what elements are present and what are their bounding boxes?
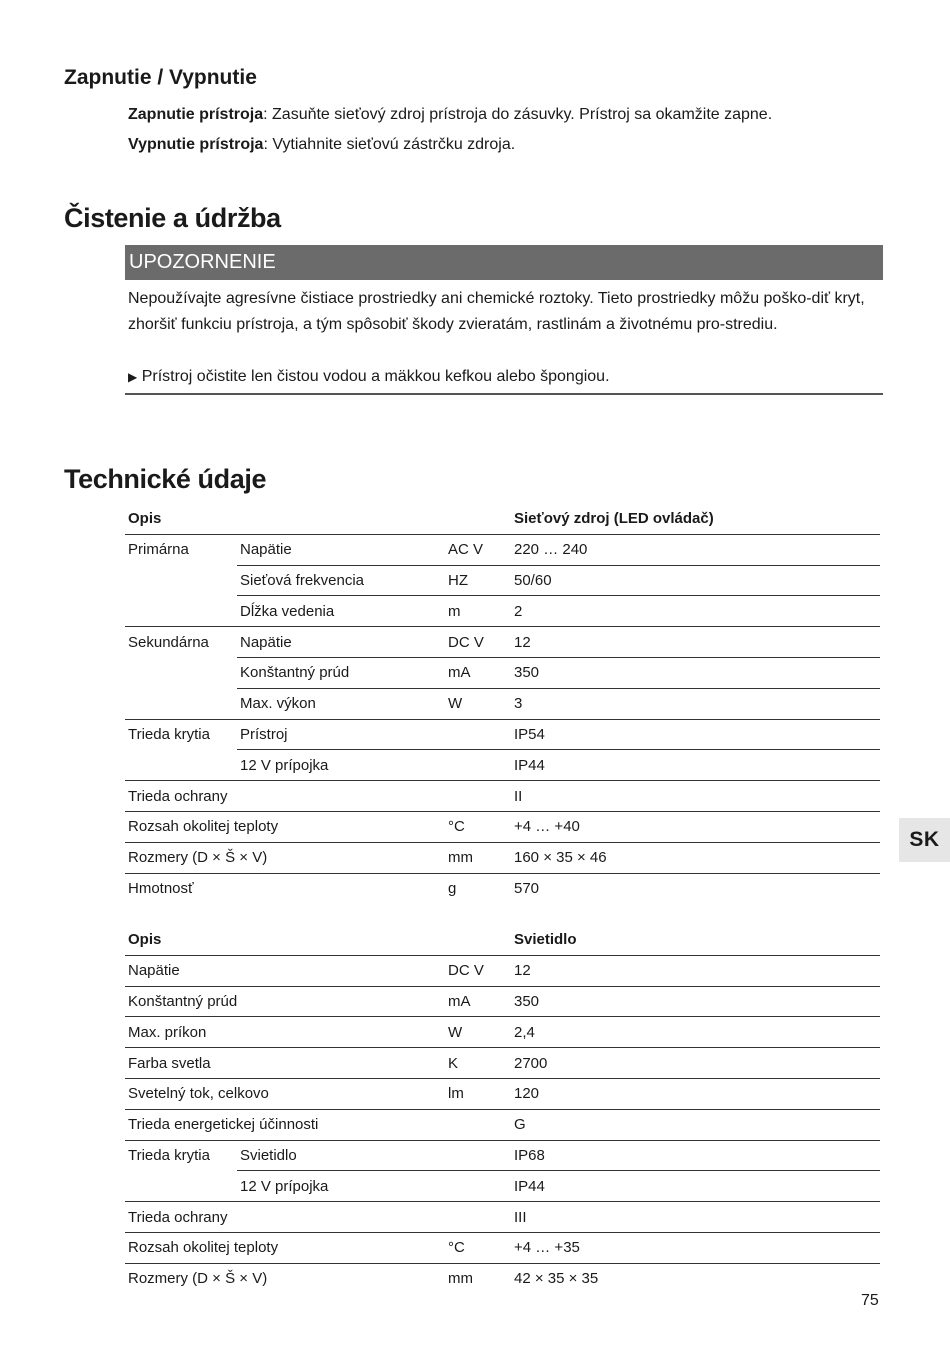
warning-title-bar: UPOZORNENIE	[125, 245, 883, 280]
row-unit	[445, 1171, 511, 1202]
row-label: Trieda ochrany	[125, 1202, 445, 1233]
row-unit: mm	[445, 842, 511, 873]
table-row	[125, 811, 880, 842]
row-label: Rozsah okolitej teploty	[125, 1232, 445, 1263]
row-group-label: Primárna	[128, 541, 189, 559]
row-value: IP54	[511, 719, 880, 750]
row-value: IP68	[511, 1140, 880, 1171]
row-value: II	[511, 781, 880, 812]
table-row	[125, 1078, 880, 1109]
triangle-right-icon: ▶	[128, 370, 138, 384]
row-group-label: Sekundárna	[125, 627, 237, 658]
row-value: IP44	[511, 750, 880, 781]
row-value: G	[511, 1109, 880, 1140]
row-unit: AC V	[448, 541, 484, 559]
row-unit: mA	[445, 657, 511, 688]
row-group-label: Trieda krytia	[125, 719, 237, 750]
warning-bottom-rule	[125, 393, 883, 395]
table-row	[125, 842, 880, 873]
column-header-description: Opis	[125, 925, 511, 955]
language-tab: SK	[899, 818, 950, 862]
row-label: Hmotnosť	[125, 873, 445, 903]
table-row	[125, 1202, 880, 1233]
row-value: 2,4	[511, 1017, 880, 1048]
table-row	[125, 750, 880, 781]
table-row	[125, 627, 880, 658]
row-unit: °C	[445, 1232, 511, 1263]
spec-table-luminaire	[125, 925, 880, 1294]
row-label: Farba svetla	[125, 1048, 445, 1079]
row-unit: lm	[445, 1078, 511, 1109]
power-on-paragraph	[128, 100, 772, 130]
table-row	[125, 1017, 880, 1048]
row-group-label	[125, 688, 237, 719]
row-value: 2700	[511, 1048, 880, 1079]
row-unit	[445, 719, 511, 750]
table-row	[125, 719, 880, 750]
row-parameter: Napätie	[240, 541, 292, 559]
row-unit: m	[445, 596, 511, 627]
row-unit: g	[445, 873, 511, 903]
row-parameter: 12 V prípojka	[237, 1171, 445, 1202]
power-on-label: Zapnutie prístroja	[128, 106, 264, 123]
row-label: Napätie	[128, 962, 180, 980]
row-unit: K	[445, 1048, 511, 1079]
table-row	[125, 955, 880, 986]
row-group-label	[125, 1171, 237, 1202]
row-label: Rozmery (D × Š × V)	[125, 842, 445, 873]
section-heading-tech: Technické údaje	[64, 464, 267, 494]
row-parameter: Sieťová frekvencia	[237, 565, 445, 596]
row-value: +4 … +35	[511, 1232, 880, 1263]
table-row	[125, 873, 880, 903]
row-value: 3	[511, 688, 880, 719]
table-row	[125, 596, 880, 627]
row-parameter: Dĺžka vedenia	[237, 596, 445, 627]
row-parameter: Napätie	[237, 627, 445, 658]
row-value: IP44	[511, 1171, 880, 1202]
table-row	[125, 781, 880, 812]
row-value: 12	[511, 627, 880, 658]
row-group-label	[125, 657, 237, 688]
power-off-text: : Vytiahnite sieťovú zástrčku zdroja.	[263, 136, 516, 153]
row-value: 220 … 240	[514, 541, 588, 559]
row-value: 2	[511, 596, 880, 627]
row-label: Rozsah okolitej teploty	[125, 811, 445, 842]
row-group-label: Trieda krytia	[125, 1140, 237, 1171]
row-parameter: 12 V prípojka	[237, 750, 445, 781]
row-unit: DC V	[448, 962, 484, 980]
row-value: 160 × 35 × 46	[511, 842, 880, 873]
power-off-paragraph	[128, 130, 515, 160]
row-value: 42 × 35 × 35	[511, 1263, 880, 1293]
section-heading-cleaning: Čistenie a údržba	[64, 203, 281, 233]
table-row	[125, 657, 880, 688]
row-unit	[445, 1140, 511, 1171]
table-row	[125, 1171, 880, 1202]
section-heading-onoff: Zapnutie / Vypnutie	[64, 66, 257, 89]
row-unit: mm	[445, 1263, 511, 1293]
warning-bullet-text: Prístroj očistite len čistou vodou a mäkkou kefkou alebo špongiou.	[141, 368, 610, 385]
row-unit	[445, 1202, 511, 1233]
row-unit: W	[445, 1017, 511, 1048]
row-unit: °C	[445, 811, 511, 842]
row-unit: W	[445, 688, 511, 719]
row-unit	[445, 750, 511, 781]
table-row	[125, 1263, 880, 1293]
table-row	[125, 1232, 880, 1263]
row-unit: HZ	[445, 565, 511, 596]
table-row	[125, 565, 880, 596]
row-label: Rozmery (D × Š × V)	[125, 1263, 445, 1293]
spec-table-power-supply	[125, 504, 880, 903]
warning-bullet	[128, 364, 610, 390]
row-label: Trieda energetickej účinnosti	[125, 1109, 445, 1140]
row-value: III	[511, 1202, 880, 1233]
page-number: 75	[861, 1292, 879, 1309]
row-value: 12	[514, 962, 531, 980]
column-header-value: Svietidlo	[511, 925, 880, 955]
table-row	[125, 1109, 880, 1140]
power-off-label: Vypnutie prístroja	[128, 136, 264, 153]
row-value: 570	[511, 873, 880, 903]
row-value: +4 … +40	[511, 811, 880, 842]
table-header-row	[125, 925, 880, 955]
row-value: 120	[511, 1078, 880, 1109]
column-header-value: Sieťový zdroj (LED ovládač)	[511, 504, 880, 534]
row-unit: mA	[445, 986, 511, 1017]
row-label: Max. príkon	[125, 1017, 445, 1048]
row-label: Konštantný prúd	[125, 986, 445, 1017]
table-row	[125, 534, 880, 565]
row-label: Trieda ochrany	[125, 781, 445, 812]
row-group-label	[125, 565, 237, 596]
column-header-description: Opis	[125, 504, 511, 534]
row-unit	[445, 1109, 511, 1140]
power-on-text: : Zasuňte sieťový zdroj prístroja do zásuvky. Prístroj sa okamžite zapne.	[263, 106, 773, 123]
warning-text: Nepoužívajte agresívne čistiace prostriedky ani chemické roztoky. Tieto prostriedky môžu poško-diť kryt, zhoršiť funkciu prístroja, a tým spôsobiť škody zvieratám, rastlinám a životnému pro-strediu.	[128, 290, 865, 333]
row-unit: DC V	[445, 627, 511, 658]
row-parameter: Prístroj	[237, 719, 445, 750]
row-parameter: Svietidlo	[237, 1140, 445, 1171]
row-parameter: Max. výkon	[237, 688, 445, 719]
row-group-label	[125, 596, 237, 627]
row-unit	[445, 781, 511, 812]
row-value: 50/60	[511, 565, 880, 596]
row-parameter: Konštantný prúd	[237, 657, 445, 688]
row-group-label	[125, 750, 237, 781]
row-value: 350	[511, 657, 880, 688]
table-row	[125, 986, 880, 1017]
row-label: Svetelný tok, celkovo	[125, 1078, 445, 1109]
table-row	[125, 688, 880, 719]
table-row	[125, 1140, 880, 1171]
table-header-row	[125, 504, 880, 534]
table-row	[125, 1048, 880, 1079]
row-value: 350	[511, 986, 880, 1017]
